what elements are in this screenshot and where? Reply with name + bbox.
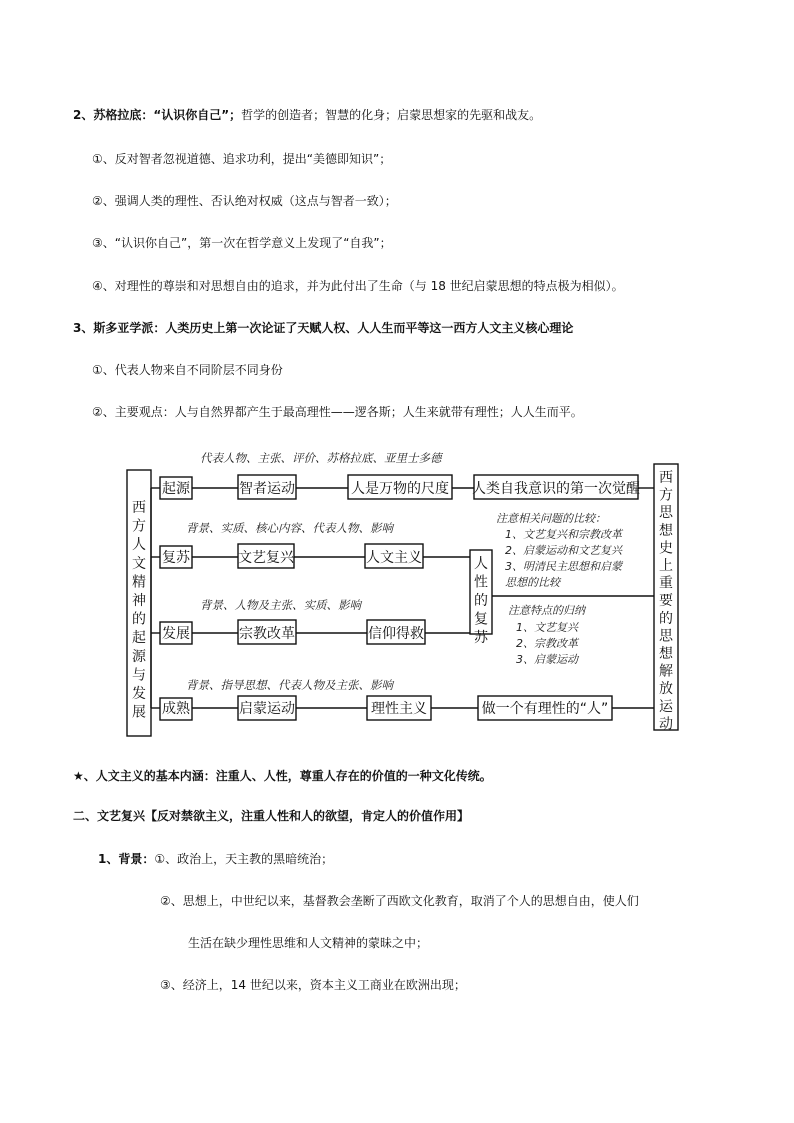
enlightenment-box: 启蒙运动 xyxy=(239,701,295,717)
right-title-char: 的 xyxy=(659,610,673,627)
row2-note: 背景、实质、核心内容、代表人物、影响 xyxy=(186,521,393,535)
self-awareness-box: 人类自我意识的第一次觉醒 xyxy=(472,481,640,497)
socrates-title: 2、苏格拉底：“认识你自己”； xyxy=(73,108,242,122)
mid-title-char: 人 xyxy=(474,556,488,572)
background-point-3: ③、经济上，14 世纪以来，资本主义工商业在欧洲出现； xyxy=(160,978,466,992)
right-title-char: 解 xyxy=(659,663,673,680)
humanism-box: 人文主义 xyxy=(366,550,422,566)
right-title-char: 要 xyxy=(659,593,673,610)
left-title-char: 展 xyxy=(132,704,146,721)
stage-origin: 起源 xyxy=(162,481,190,497)
reformation-box: 宗教改革 xyxy=(239,626,295,642)
left-title-char: 西 xyxy=(132,500,146,516)
faith-salvation-box: 信仰得救 xyxy=(368,626,424,642)
renaissance-box: 文艺复兴 xyxy=(238,550,294,566)
mid-title-char: 苏 xyxy=(474,630,488,646)
mid-title-char: 的 xyxy=(474,593,488,609)
background-line xyxy=(98,851,333,867)
background-point-1: ①、政治上，天主教的黑暗统治； xyxy=(154,852,334,866)
mid-title-char: 性 xyxy=(474,574,488,591)
features-4: 3、启蒙运动 xyxy=(516,653,578,666)
features-1: 注意特点的归纳 xyxy=(508,604,585,617)
left-title-char: 方 xyxy=(132,518,146,535)
features-3: 2、宗教改革 xyxy=(516,637,578,650)
left-vertical-title xyxy=(132,500,147,721)
left-title-char: 与 xyxy=(132,667,146,684)
left-title-char: 的 xyxy=(132,611,146,628)
stage-revival: 复苏 xyxy=(162,550,190,566)
right-title-char: 思 xyxy=(659,505,673,522)
right-title-char: 上 xyxy=(659,558,673,574)
compare-5: 思想的比较 xyxy=(505,576,560,589)
renaissance-heading: 二、文艺复兴【反对禁欲主义，注重人性和人的欲望，肯定人的价值作用】 xyxy=(73,809,470,823)
stoics-heading: 3、斯多亚学派：人类历史上第一次论证了天赋人权、人人生而平等这一西方人文主义核心理论 xyxy=(73,321,574,335)
left-title-char: 文 xyxy=(132,555,146,572)
right-vertical-title xyxy=(659,470,674,732)
right-title-char: 放 xyxy=(659,681,673,698)
humanism-development-diagram xyxy=(120,438,680,738)
rational-person-box: 做一个有理性的“人” xyxy=(481,701,609,717)
compare-1: 注意相关问题的比较： xyxy=(496,512,606,525)
humanism-definition: ★、人文主义的基本内涵：注重人、人性，尊重人存在的价值的一种文化传统。 xyxy=(73,769,492,783)
row4-note: 背景、指导思想、代表人物及主张、影响 xyxy=(186,678,393,692)
background-label: 1、背景： xyxy=(98,852,155,866)
stage-maturity: 成熟 xyxy=(162,701,190,717)
sophists-box: 智者运动 xyxy=(239,481,295,497)
socrates-point-4: ④、对理性的尊崇和对思想自由的追求，并为此付出了生命（与 18 世纪启蒙思想的特点极为相似）。 xyxy=(92,279,624,293)
mid-vertical-title xyxy=(474,556,489,646)
stage-development: 发展 xyxy=(162,626,190,642)
socrates-heading xyxy=(73,107,541,123)
right-title-char: 想 xyxy=(659,522,673,539)
man-measure-box: 人是万物的尺度 xyxy=(351,481,449,497)
right-title-char: 重 xyxy=(659,575,673,592)
row1-note: 代表人物、主张、评价、苏格拉底、亚里士多德 xyxy=(200,451,442,465)
socrates-point-3: ③、“认识你自己”，第一次在哲学意义上发现了“自我”； xyxy=(92,236,392,250)
right-title-char: 史 xyxy=(659,540,673,557)
compare-4: 3、明清民主思想和启蒙 xyxy=(505,560,622,573)
left-title-char: 发 xyxy=(132,686,146,702)
left-title-char: 源 xyxy=(132,648,146,665)
socrates-point-2: ②、强调人类的理性、否认绝对权威（这点与智者一致）； xyxy=(92,194,397,208)
stoics-point-2: ②、主要观点：人与自然界都产生于最高理性——逻各斯；人生来就带有理性；人人生而平。 xyxy=(92,405,583,419)
left-title-char: 起 xyxy=(132,630,146,647)
socrates-title-rest: 哲学的创造者；智慧的化身；启蒙思想家的先驱和战友。 xyxy=(241,108,542,122)
right-title-char: 思 xyxy=(659,628,673,645)
right-title-char: 想 xyxy=(659,646,673,662)
right-title-char: 西 xyxy=(659,470,673,486)
rationalism-box: 理性主义 xyxy=(371,701,427,717)
features-2: 1、文艺复兴 xyxy=(516,621,578,634)
background-point-2b: 生活在缺少理性思维和人文精神的蒙昧之中； xyxy=(188,936,429,950)
mid-title-char: 复 xyxy=(474,611,488,628)
right-title-char: 运 xyxy=(659,698,673,715)
stoics-point-1: ①、代表人物来自不同阶层不同身份 xyxy=(92,363,283,377)
compare-3: 2、启蒙运动和文艺复兴 xyxy=(505,544,622,557)
left-title-char: 人 xyxy=(132,537,146,554)
left-title-char: 神 xyxy=(132,593,146,609)
left-title-char: 精 xyxy=(132,574,146,591)
socrates-point-1: ①、反对智者忽视道德、追求功利，提出“美德即知识”； xyxy=(92,152,392,166)
compare-2: 1、文艺复兴和宗教改革 xyxy=(505,528,622,541)
row3-note: 背景、人物及主张、实质、影响 xyxy=(200,598,361,612)
right-title-char: 动 xyxy=(659,716,673,733)
background-point-2a: ②、思想上，中世纪以来，基督教会垄断了西欧文化教育，取消了个人的思想自由，使人们 xyxy=(160,894,639,908)
right-title-char: 方 xyxy=(659,487,673,504)
